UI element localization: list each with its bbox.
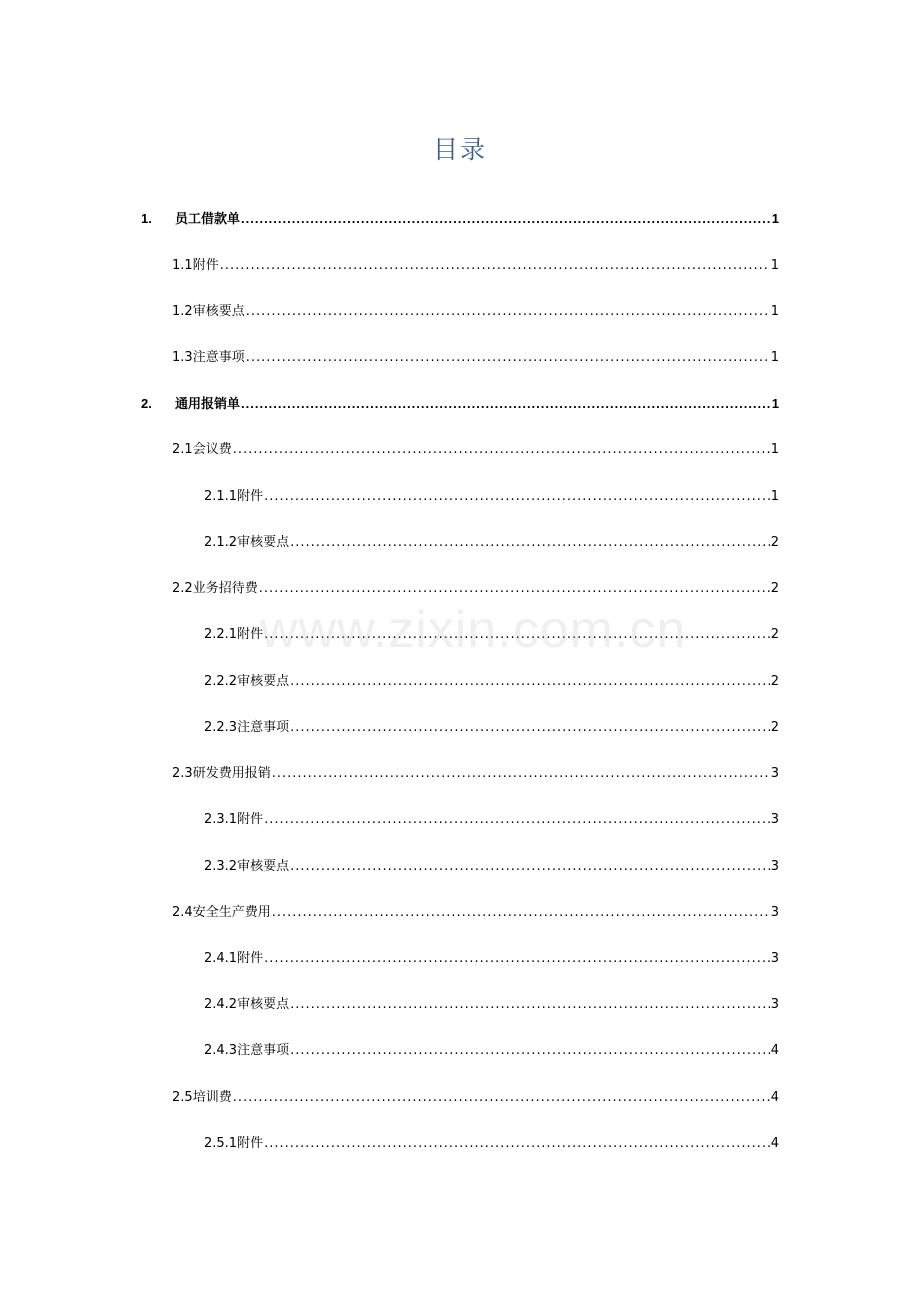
- toc-entry-2-1-2[interactable]: [204, 535, 779, 551]
- toc-entry-title: 审核要点: [237, 674, 290, 689]
- toc-entry-number: 2.3: [172, 766, 193, 781]
- toc-entry-title: 研发费用报销: [192, 766, 271, 781]
- toc-entry-number: 2.2.3: [204, 720, 238, 735]
- toc-entry-2-2-2[interactable]: [204, 674, 779, 690]
- toc-entry-title: 会议费: [192, 442, 232, 457]
- toc-entry-page: 2: [770, 581, 779, 596]
- toc-entry-page: 2: [770, 720, 779, 735]
- toc-entry-2-1-1[interactable]: [204, 489, 779, 505]
- toc-entry-number: 2.2.1: [204, 627, 238, 642]
- toc-entry-page: 1: [771, 396, 779, 411]
- dot-leader: [290, 859, 770, 875]
- toc-entry-number: 1.2: [172, 304, 193, 319]
- toc-entry-page: 3: [770, 997, 779, 1012]
- toc-entry-2-4-2[interactable]: [204, 997, 779, 1013]
- dot-leader: [246, 304, 770, 320]
- toc-entry-number: 2.1: [172, 442, 193, 457]
- toc-entry-page: 4: [770, 1043, 779, 1058]
- dot-leader: [264, 1136, 770, 1152]
- toc-entry-number: 2.4.1: [204, 951, 238, 966]
- dot-leader: [290, 720, 770, 736]
- toc-entry-page: 4: [770, 1136, 779, 1151]
- toc-entry-title: 附件: [237, 1136, 264, 1151]
- toc-entry-title: 员工借款单: [175, 211, 241, 226]
- toc-entry-page: 3: [770, 859, 779, 874]
- toc-entry-title: 附件: [237, 489, 264, 504]
- dot-leader: [272, 905, 770, 921]
- dot-leader: [264, 627, 770, 643]
- toc-entry-title: 审核要点: [237, 859, 290, 874]
- toc-entry-2[interactable]: [141, 396, 779, 412]
- toc-entry-1[interactable]: [141, 211, 779, 227]
- toc-entry-title: 附件: [237, 812, 264, 827]
- toc-entry-page: 2: [770, 627, 779, 642]
- dot-leader: [233, 1090, 770, 1106]
- dot-leader: [220, 258, 770, 274]
- toc-entry-title: 审核要点: [237, 997, 290, 1012]
- dot-leader: [290, 535, 770, 551]
- toc-entry-number: 2.1.1: [204, 489, 238, 504]
- toc-entry-title: 附件: [192, 258, 219, 273]
- toc-entry-title: 注意事项: [237, 1043, 290, 1058]
- toc-entry-number: 1.3: [172, 350, 193, 365]
- toc-entry-page: 1: [770, 304, 779, 319]
- toc-entry-2-4[interactable]: [172, 905, 779, 921]
- dot-leader: [264, 812, 770, 828]
- dot-leader: [233, 442, 770, 458]
- toc-entry-title: 培训费: [192, 1090, 232, 1105]
- dot-leader: [259, 581, 770, 597]
- toc-entry-title: 审核要点: [237, 535, 290, 550]
- toc-entry-page: 2: [770, 674, 779, 689]
- toc-entry-2-4-1[interactable]: [204, 951, 779, 967]
- toc-entry-number: 1.: [141, 211, 152, 226]
- toc-entry-page: 1: [770, 442, 779, 457]
- toc-entry-2-5-1[interactable]: [204, 1136, 779, 1152]
- toc-entry-title: 审核要点: [192, 304, 245, 319]
- toc-entry-page: 1: [770, 258, 779, 273]
- toc-entry-number: 2.1.2: [204, 535, 238, 550]
- dot-leader: [246, 350, 770, 366]
- toc-entry-2-2-3[interactable]: [204, 720, 779, 736]
- toc-entry-page: 3: [770, 905, 779, 920]
- toc-entry-title: 附件: [237, 951, 264, 966]
- toc-entry-title: 注意事项: [192, 350, 245, 365]
- toc-entry-page: 3: [770, 812, 779, 827]
- toc-entry-title: 业务招待费: [192, 581, 258, 596]
- toc-entry-number: 2.5: [172, 1090, 193, 1105]
- toc-entry-title: 通用报销单: [175, 396, 241, 411]
- toc-entry-page: 4: [770, 1090, 779, 1105]
- toc-entry-page: 1: [770, 489, 779, 504]
- toc-entry-title: 附件: [237, 627, 264, 642]
- toc-entry-title: 安全生产费用: [192, 905, 271, 920]
- toc-entry-page: 3: [770, 951, 779, 966]
- toc-entry-number: 2.4.3: [204, 1043, 238, 1058]
- toc-entry-number: 2.5.1: [204, 1136, 238, 1151]
- toc-entry-page: 2: [770, 535, 779, 550]
- toc-entry-page: 1: [770, 350, 779, 365]
- toc-entry-2-3[interactable]: [172, 766, 779, 782]
- dot-leader: [290, 674, 770, 690]
- toc-entry-number: 2.2: [172, 581, 193, 596]
- dot-leader: [241, 211, 771, 227]
- toc-entry-1-2[interactable]: [172, 304, 779, 320]
- watermark: www.zixin.com.cn: [260, 601, 687, 659]
- toc-entry-1-3[interactable]: [172, 350, 779, 366]
- toc-entry-number: 2.3.2: [204, 859, 238, 874]
- toc-entry-number: 2.4.2: [204, 997, 238, 1012]
- toc-entry-title: 注意事项: [237, 720, 290, 735]
- toc-entry-page: 3: [770, 766, 779, 781]
- page-title: 目录: [432, 135, 487, 164]
- toc-entry-2-3-1[interactable]: [204, 812, 779, 828]
- dot-leader: [272, 766, 770, 782]
- toc-entry-page: 1: [771, 211, 779, 226]
- dot-leader: [241, 396, 771, 412]
- toc-entry-number: 1.1: [172, 258, 193, 273]
- toc-entry-1-1[interactable]: [172, 258, 779, 274]
- dot-leader: [264, 951, 770, 967]
- toc-entry-2-3-2[interactable]: [204, 859, 779, 875]
- toc-entry-2-4-3[interactable]: [204, 1043, 779, 1059]
- dot-leader: [290, 1043, 770, 1059]
- toc-entry-2-2-1[interactable]: [204, 627, 779, 643]
- toc-entry-number: 2.4: [172, 905, 193, 920]
- toc-entry-2-2[interactable]: [172, 581, 779, 597]
- dot-leader: [264, 489, 770, 505]
- toc-entry-number: 2.: [141, 396, 152, 411]
- toc-entry-number: 2.2.2: [204, 674, 238, 689]
- toc-entry-2-1[interactable]: [172, 442, 779, 458]
- toc-entry-2-5[interactable]: [172, 1090, 779, 1106]
- dot-leader: [290, 997, 770, 1013]
- toc-entry-number: 2.3.1: [204, 812, 238, 827]
